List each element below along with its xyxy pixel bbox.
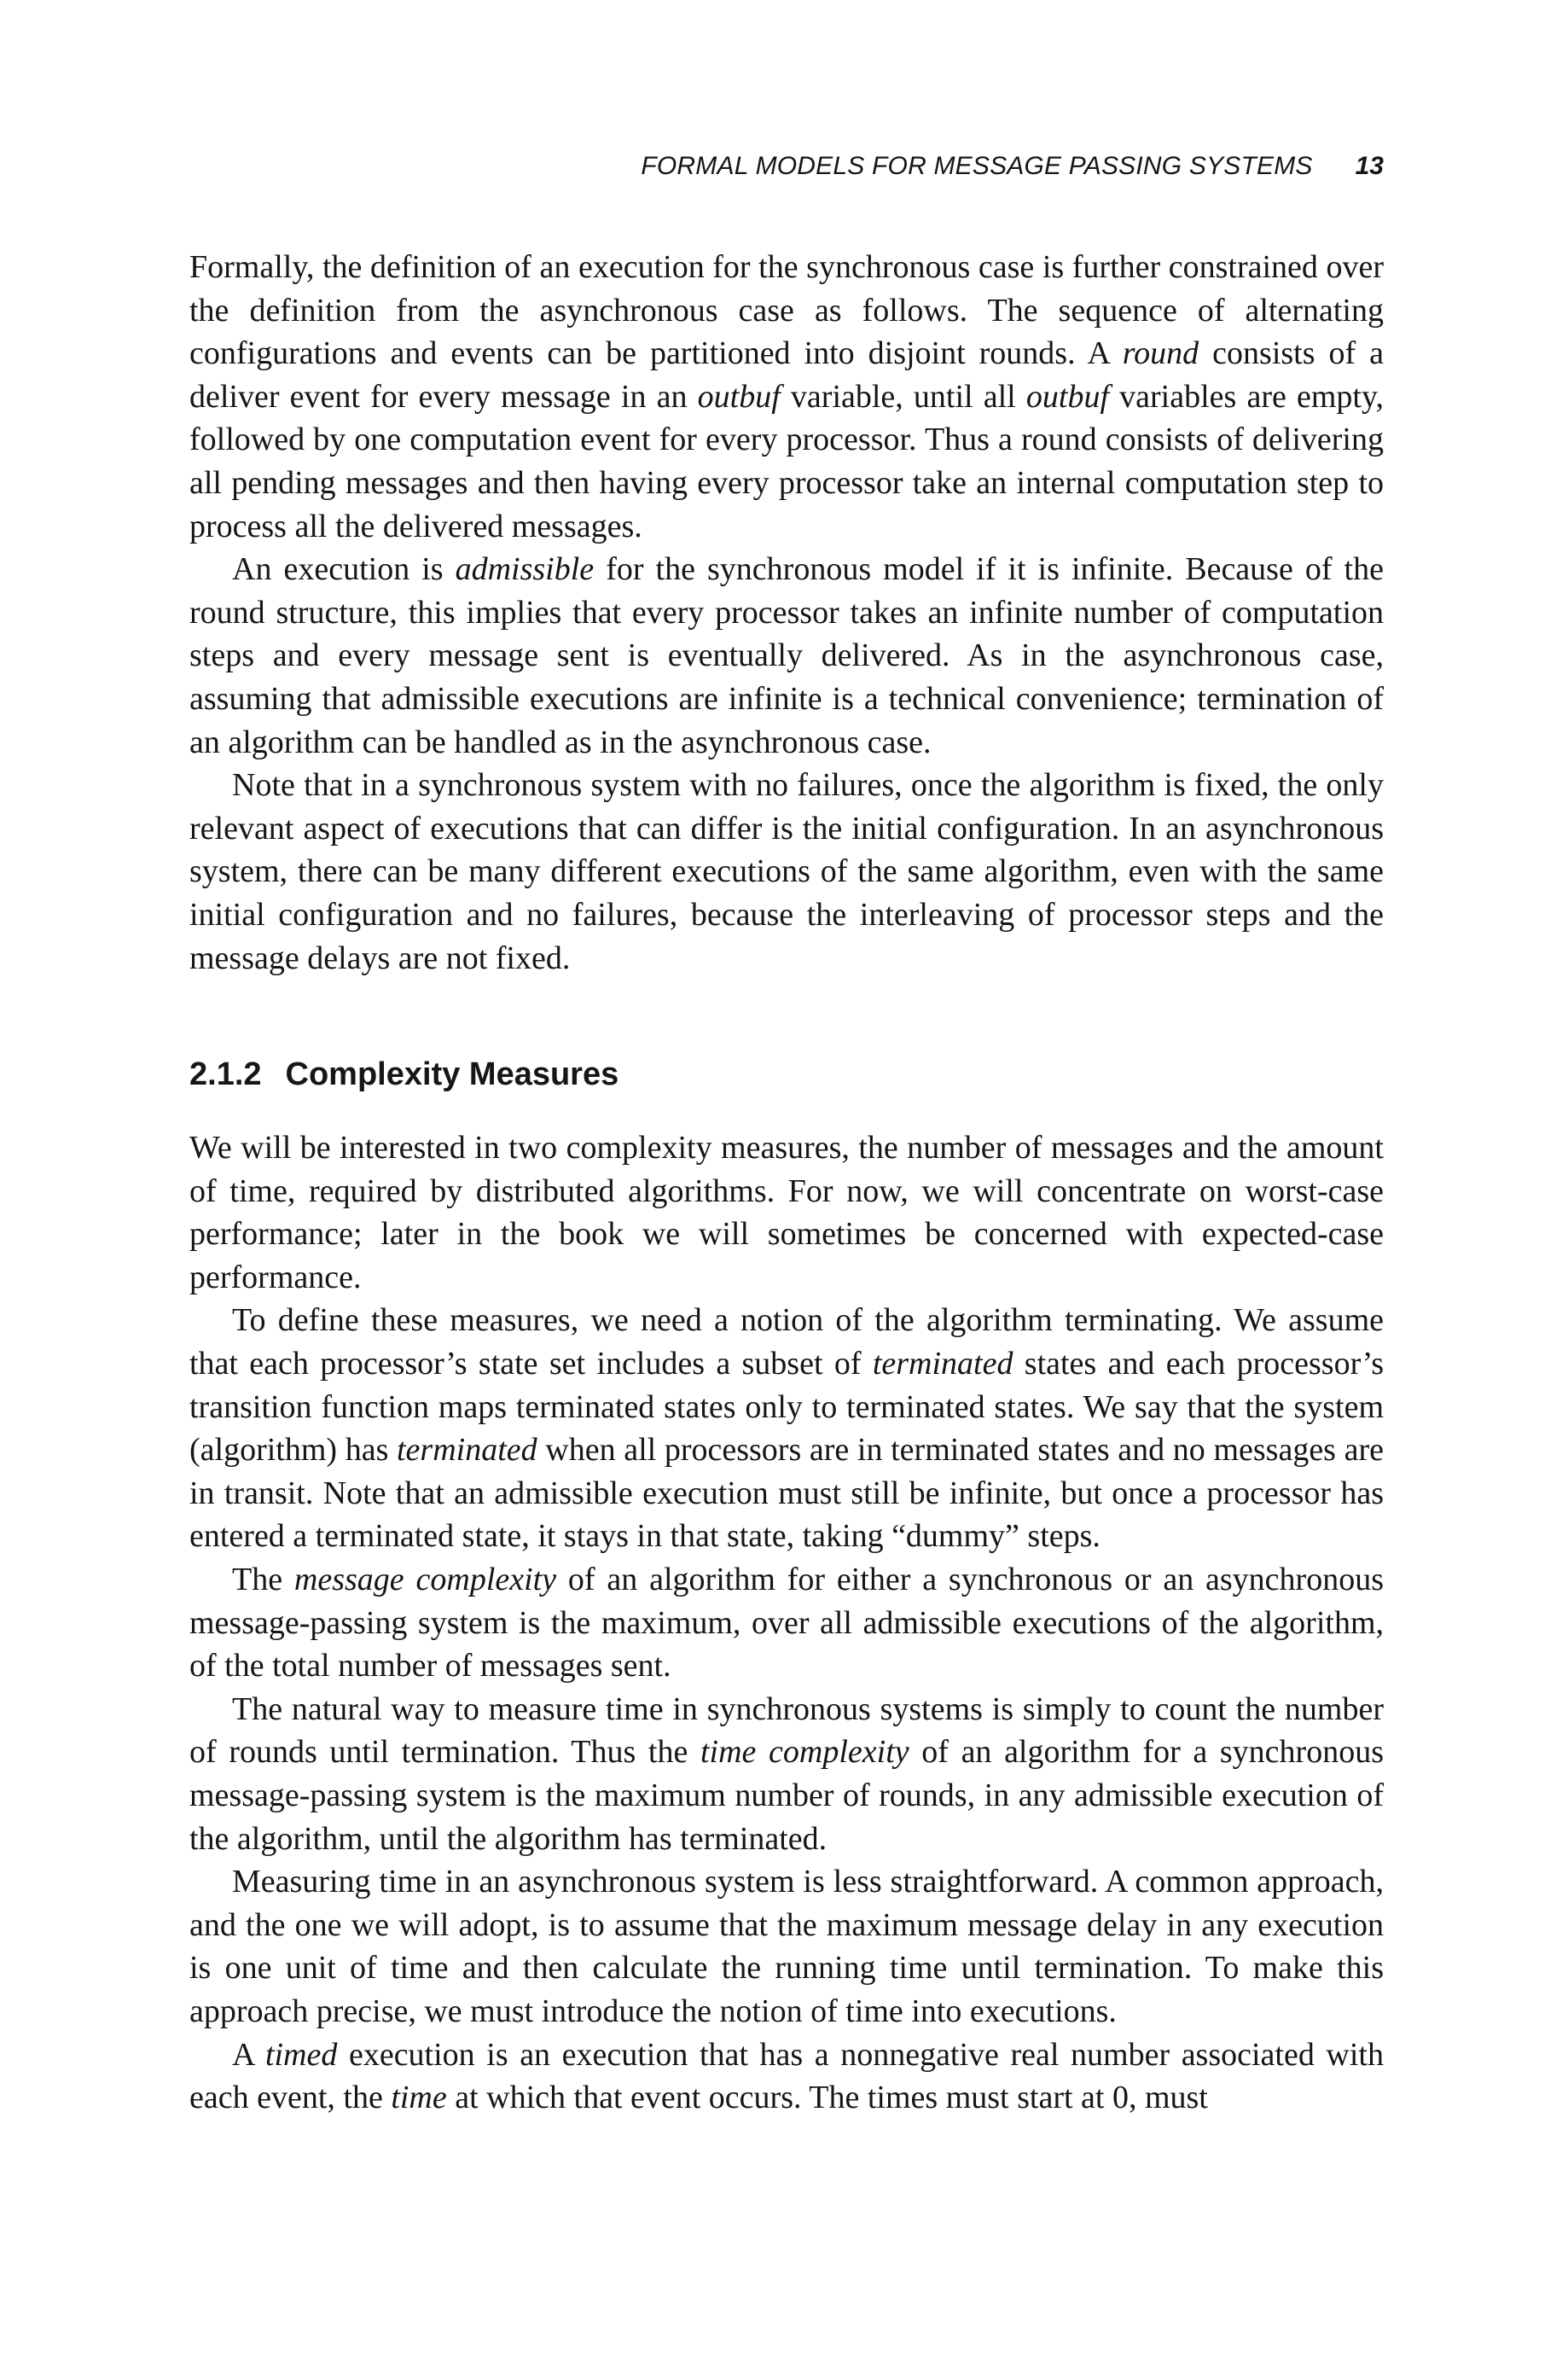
term-timed: timed: [264, 2036, 338, 2073]
text-run: consists of a deliver event for every message in an: [189, 335, 1384, 415]
text-run: of an algorithm for either a synchronous or an asynchronous message-passing system is the maximum, over all admissible executions of the algorithm, of the total number of messages sent.: [189, 1562, 1384, 1684]
text-run: for the synchronous model if it is infinite. Because of the round structure, this implies that every processor takes an infinite number of computation steps and every message sent is eventually delivered. As in the asynchronous case, assuming that admissible executions are infinite is a technical convenience; termination of an algorithm can be handled as in the asynchronous case.: [189, 551, 1384, 760]
text-run: The natural way to measure time in synchronous systems is simply to count the number of rounds until termination. Thus the: [189, 1690, 1384, 1771]
paragraph-termination: [189, 1299, 1384, 1558]
term-outbuf: outbuf: [697, 378, 781, 415]
text-run: Formally, the definition of an execution for the synchronous case is further constrained over the definition from the asynchronous case as follows. The sequence of alternating configurations and events can be partitioned into disjoint rounds. A: [189, 249, 1384, 372]
page-body: [189, 246, 1384, 2120]
paragraph-timed-execution: [189, 2033, 1384, 2120]
section-number: 2.1.2: [189, 1056, 262, 1093]
text-run: states and each processor’s transition function maps terminated states only to terminated states. We say that the system (algorithm) has: [189, 1346, 1384, 1469]
text-run: To define these measures, we need a notion of the algorithm terminating. We assume that each processor’s state set includes a subset of: [189, 1302, 1384, 1382]
paragraph-async-time: Measuring time in an asynchronous system is less straightforward. A common approach, and the one we will adopt, is to assume that the maximum message delay in any execution is one unit of time and then calculate the running time until termination. To make this approach precise, we must introduce the notion of time into executions.: [189, 1864, 1384, 2029]
term-message-complexity: message complexity: [293, 1562, 557, 1598]
term-time: time: [391, 2080, 447, 2116]
term-outbuf: outbuf: [1025, 378, 1110, 415]
text-run: when all processors are in terminated states and no messages are in transit. Note that an admissible execution must still be infinite, but once a processor has entered a terminated state, it stays in that state, taking “dummy” steps.: [189, 1432, 1384, 1555]
section-heading: [189, 1053, 1384, 1096]
term-terminated: terminated: [872, 1346, 1013, 1382]
text-run: The: [232, 1562, 294, 1598]
paragraph-complexity-intro: We will be interested in two complexity measures, the number of messages and the amount of time, required by distributed algorithms. For now, we will concentrate on worst-case performance; later in the book we will sometimes be concerned with expected-case performance.: [189, 1130, 1384, 1295]
text-run: at which that event occurs. The times must start at 0, must: [446, 2080, 1208, 2116]
text-run: of an algorithm for a synchronous message-passing system is the maximum number of rounds, in any admissible execution of the algorithm, until the algorithm has terminated.: [189, 1734, 1384, 1857]
text-run: variables are empty, followed by one computation event for every processor. Thus a round consists of delivering all pending messages and then having every processor take an internal computation step to process all the delivered messages.: [189, 378, 1385, 544]
paragraph-synchronous-execution: [189, 246, 1384, 548]
running-title: FORMAL MODELS FOR MESSAGE PASSING SYSTEMS: [641, 152, 1313, 180]
paragraph-message-complexity: [189, 1558, 1384, 1688]
text-run: An execution is: [232, 551, 456, 588]
text-run: execution is an execution that has a nonnegative real number associated with each event, the: [189, 2036, 1384, 2116]
paragraph-admissible: [189, 548, 1384, 764]
term-round: round: [1122, 335, 1199, 372]
text-run: variable, until all: [780, 378, 1026, 415]
section-title: Complexity Measures: [285, 1056, 619, 1093]
running-header: [189, 152, 1384, 195]
text-run: A: [232, 2036, 265, 2073]
paragraph-time-complexity: [189, 1688, 1384, 1860]
term-terminated: terminated: [397, 1432, 537, 1469]
term-admissible: admissible: [455, 551, 595, 588]
term-time-complexity: time complexity: [700, 1734, 909, 1771]
page-number: 13: [1355, 152, 1384, 180]
paragraph-no-failures: Note that in a synchronous system with no failures, once the algorithm is fixed, the only relevant aspect of executions that can differ is the initial configuration. In an asynchronous system, there can be many different executions of the same algorithm, even with the same initial configuration and no failures, because the interleaving of processor steps and the message delays are not fixed.: [189, 767, 1384, 976]
